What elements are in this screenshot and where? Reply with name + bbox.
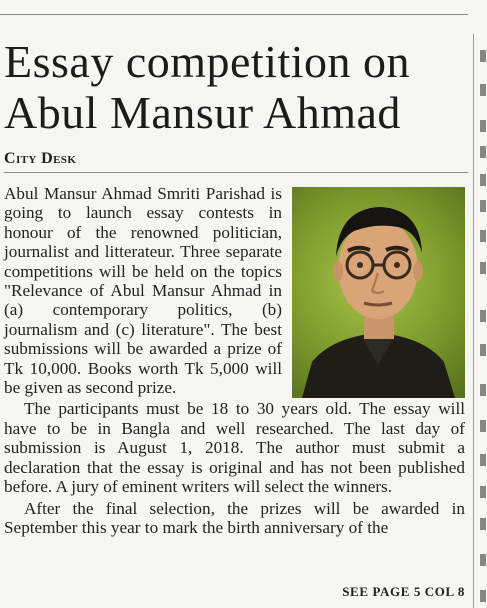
top-rule (0, 14, 468, 15)
paragraph-3: After the final selection, the prizes will be awarded in September this year to mark the birth anniversary of the (4, 498, 465, 537)
column-rule (473, 34, 474, 608)
continuation-note: SEE PAGE 5 COL 8 (342, 584, 465, 599)
adjacent-column-edge (478, 34, 487, 608)
headline: Essay competition on Abul Mansur Ahmad (4, 36, 411, 138)
portrait-illustration (292, 187, 465, 398)
byline: City Desk (4, 150, 77, 167)
paragraph-1: Abul Mansur Ahmad Smriti Parishad is going to launch essay contests in honour of the renowned politician, journalist and litterateur. Three separate competitions will be held on the topics "Relevance of Abul Mansur Ahmad in (a) contemporary politics, (b) journalism and (c) literature". The best submissions will be awarded a prize of Tk 10,000. Books worth Tk 5,000 will be given as second prize. (4, 184, 282, 398)
portrait-photo (292, 187, 465, 398)
byline-rule (4, 172, 468, 173)
paragraph-2: The participants must be 18 to 30 years old. The essay will have to be in Bangla and well researched. The last day of submission is August 1, 2018. The author must submit a declaration that the essay is original and has not been published before. A jury of eminent writers will select the winners. (4, 399, 465, 497)
